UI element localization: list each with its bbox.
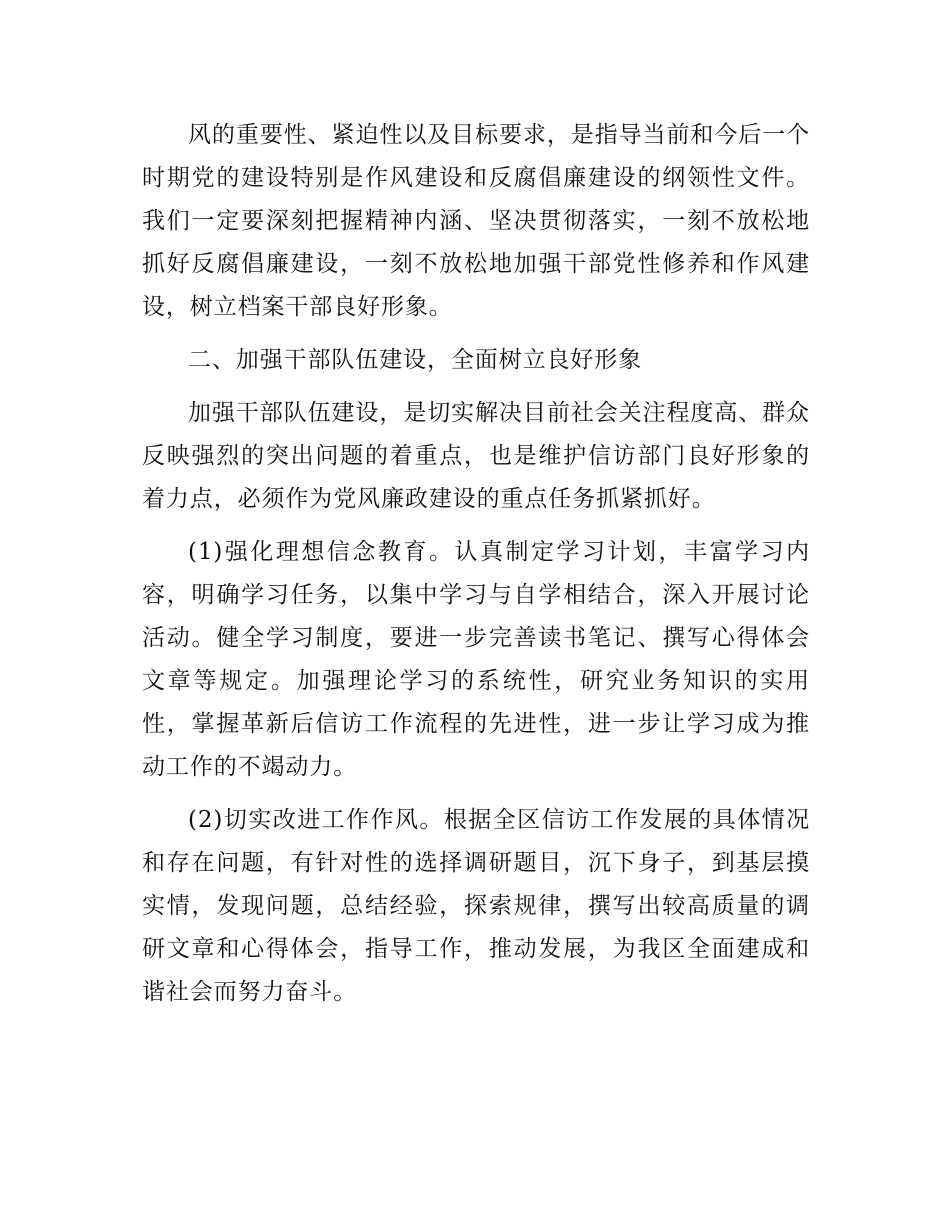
paragraph-intro: 风的重要性、紧迫性以及目标要求，是指导当前和今后一个时期党的建设特别是作风建设和反腐倡廉建设的纲领性文件。我们一定要深刻把握精神内涵、坚决贯彻落实，一刻不放松地抓好反腐倡廉建设，一刻不放松地加强干部党性修养和作风建设，树立档案干部良好形象。 bbox=[142, 122, 810, 320]
paragraph-item-1: (1)强化理想信念教育。认真制定学习计划，丰富学习内容，明确学习任务，以集中学习与自学相结合，深入开展讨论活动。健全学习制度，要进一步完善读书笔记、撰写心得体会文章等规定。加强理论学习的系统性，研究业务知识的实用性，掌握革新后信访工作流程的先进性，进一步让学习成为推动工作的不竭动力。 bbox=[142, 539, 810, 780]
paragraph-item-2: (2)切实改进工作作风。根据全区信访工作发展的具体情况和存在问题，有针对性的选择调研题目，沉下身子，到基层摸实情，发现问题，总结经验，探索规律，撰写出较高质量的调研文章和心得体会，指导工作，推动发展，为我区全面建成和谐社会而努力奋斗。 bbox=[142, 807, 810, 1005]
paragraph-section-intro: 加强干部队伍建设，是切实解决目前社会关注程度高、群众反映强烈的突出问题的着重点，也是维护信访部门良好形象的着力点，必须作为党风廉政建设的重点任务抓紧抓好。 bbox=[142, 400, 810, 512]
section-heading: 二、加强干部队伍建设，全面树立良好形象 bbox=[188, 347, 643, 373]
document-body bbox=[142, 114, 810, 1014]
